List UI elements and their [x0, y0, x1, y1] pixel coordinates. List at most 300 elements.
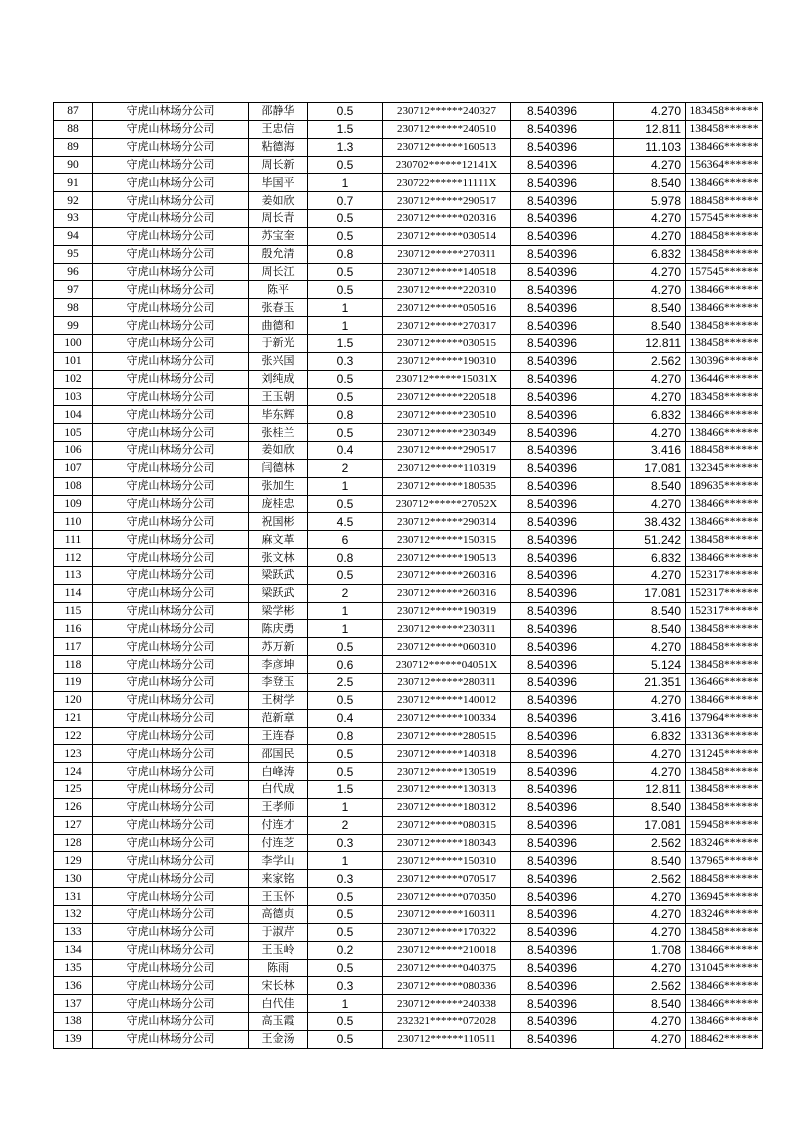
- table-row: [54, 299, 763, 317]
- id-number-cell: 230712******180535: [383, 477, 511, 495]
- area-value-cell: 0.5: [308, 905, 383, 923]
- unit-name-cell: 守虎山林场分公司: [93, 156, 249, 174]
- rate-value-cell: 8.540396: [511, 834, 614, 852]
- unit-name-cell: 守虎山林场分公司: [93, 870, 249, 888]
- unit-name-cell: 守虎山林场分公司: [93, 816, 249, 834]
- amount-value-cell: 6.832: [614, 406, 686, 424]
- unit-name-cell: 守虎山林场分公司: [93, 459, 249, 477]
- phone-number-cell: 138466******: [686, 495, 763, 513]
- rate-value-cell: 8.540396: [511, 691, 614, 709]
- phone-number-cell: 188458******: [686, 442, 763, 460]
- amount-value-cell: 2.562: [614, 977, 686, 995]
- person-name-cell: 李学山: [249, 852, 308, 870]
- row-number-cell: 87: [54, 103, 93, 121]
- row-number-cell: 96: [54, 263, 93, 281]
- table-row: [54, 531, 763, 549]
- rate-value-cell: 8.540396: [511, 156, 614, 174]
- amount-value-cell: 38.432: [614, 513, 686, 531]
- rate-value-cell: 8.540396: [511, 192, 614, 210]
- row-number-cell: 113: [54, 566, 93, 584]
- phone-number-cell: 189635******: [686, 477, 763, 495]
- id-number-cell: 230712******160311: [383, 905, 511, 923]
- person-name-cell: 曲德和: [249, 317, 308, 335]
- table-row: [54, 406, 763, 424]
- amount-value-cell: 3.416: [614, 442, 686, 460]
- id-number-cell: 230712******140518: [383, 263, 511, 281]
- table-row: [54, 138, 763, 156]
- table-row: [54, 245, 763, 263]
- area-value-cell: 0.5: [308, 691, 383, 709]
- rate-value-cell: 8.540396: [511, 941, 614, 959]
- unit-name-cell: 守虎山林场分公司: [93, 745, 249, 763]
- amount-value-cell: 12.811: [614, 120, 686, 138]
- phone-number-cell: 131245******: [686, 745, 763, 763]
- id-number-cell: 230712******290517: [383, 442, 511, 460]
- rate-value-cell: 8.540396: [511, 584, 614, 602]
- table-row: [54, 174, 763, 192]
- person-name-cell: 苏万新: [249, 638, 308, 656]
- row-number-cell: 131: [54, 888, 93, 906]
- amount-value-cell: 17.081: [614, 584, 686, 602]
- table-row: [54, 656, 763, 674]
- id-number-cell: 230712******110511: [383, 1030, 511, 1048]
- area-value-cell: 0.5: [308, 745, 383, 763]
- area-value-cell: 0.5: [308, 156, 383, 174]
- amount-value-cell: 11.103: [614, 138, 686, 156]
- phone-number-cell: 138466******: [686, 424, 763, 442]
- phone-number-cell: 138458******: [686, 763, 763, 781]
- amount-value-cell: 12.811: [614, 781, 686, 799]
- person-name-cell: 张桂兰: [249, 424, 308, 442]
- rate-value-cell: 8.540396: [511, 299, 614, 317]
- row-number-cell: 105: [54, 424, 93, 442]
- unit-name-cell: 守虎山林场分公司: [93, 424, 249, 442]
- person-name-cell: 范新章: [249, 709, 308, 727]
- table-row: [54, 727, 763, 745]
- area-value-cell: 1: [308, 852, 383, 870]
- table-row: [54, 477, 763, 495]
- amount-value-cell: 4.270: [614, 745, 686, 763]
- id-number-cell: 230712******070517: [383, 870, 511, 888]
- amount-value-cell: 4.270: [614, 1030, 686, 1048]
- rate-value-cell: 8.540396: [511, 174, 614, 192]
- amount-value-cell: 4.270: [614, 281, 686, 299]
- unit-name-cell: 守虎山林场分公司: [93, 263, 249, 281]
- phone-number-cell: 157545******: [686, 210, 763, 228]
- phone-number-cell: 138458******: [686, 317, 763, 335]
- person-name-cell: 王树学: [249, 691, 308, 709]
- amount-value-cell: 4.270: [614, 638, 686, 656]
- rate-value-cell: 8.540396: [511, 1030, 614, 1048]
- table-row: [54, 352, 763, 370]
- area-value-cell: 1: [308, 798, 383, 816]
- row-number-cell: 136: [54, 977, 93, 995]
- table-row: [54, 263, 763, 281]
- row-number-cell: 93: [54, 210, 93, 228]
- area-value-cell: 0.3: [308, 834, 383, 852]
- unit-name-cell: 守虎山林场分公司: [93, 977, 249, 995]
- amount-value-cell: 4.270: [614, 763, 686, 781]
- table-row: [54, 674, 763, 692]
- amount-value-cell: 4.270: [614, 923, 686, 941]
- id-number-cell: 230712******150310: [383, 852, 511, 870]
- person-name-cell: 来家铭: [249, 870, 308, 888]
- area-value-cell: 1.5: [308, 334, 383, 352]
- amount-value-cell: 51.242: [614, 531, 686, 549]
- table-row: [54, 442, 763, 460]
- table-row: [54, 870, 763, 888]
- id-number-cell: 230712******180312: [383, 798, 511, 816]
- row-number-cell: 89: [54, 138, 93, 156]
- table-row: [54, 584, 763, 602]
- rate-value-cell: 8.540396: [511, 370, 614, 388]
- area-value-cell: 0.5: [308, 763, 383, 781]
- id-number-cell: 230712******190319: [383, 602, 511, 620]
- id-number-cell: 230712******130519: [383, 763, 511, 781]
- unit-name-cell: 守虎山林场分公司: [93, 1013, 249, 1031]
- rate-value-cell: 8.540396: [511, 424, 614, 442]
- rate-value-cell: 8.540396: [511, 852, 614, 870]
- phone-number-cell: 136945******: [686, 888, 763, 906]
- table-row: [54, 959, 763, 977]
- rate-value-cell: 8.540396: [511, 674, 614, 692]
- row-number-cell: 137: [54, 995, 93, 1013]
- id-number-cell: 230712******140012: [383, 691, 511, 709]
- rate-value-cell: 8.540396: [511, 727, 614, 745]
- phone-number-cell: 138466******: [686, 977, 763, 995]
- amount-value-cell: 4.270: [614, 370, 686, 388]
- phone-number-cell: 138466******: [686, 299, 763, 317]
- person-name-cell: 张加生: [249, 477, 308, 495]
- id-number-cell: 230712******020316: [383, 210, 511, 228]
- rate-value-cell: 8.540396: [511, 905, 614, 923]
- id-number-cell: 230712******260316: [383, 566, 511, 584]
- amount-value-cell: 4.270: [614, 566, 686, 584]
- phone-number-cell: 138466******: [686, 1013, 763, 1031]
- person-name-cell: 张文林: [249, 549, 308, 567]
- unit-name-cell: 守虎山林场分公司: [93, 120, 249, 138]
- unit-name-cell: 守虎山林场分公司: [93, 959, 249, 977]
- phone-number-cell: 138458******: [686, 923, 763, 941]
- amount-value-cell: 6.832: [614, 727, 686, 745]
- area-value-cell: 0.5: [308, 210, 383, 228]
- id-number-cell: 230712******15031X: [383, 370, 511, 388]
- amount-value-cell: 4.270: [614, 1013, 686, 1031]
- amount-value-cell: 12.811: [614, 334, 686, 352]
- unit-name-cell: 守虎山林场分公司: [93, 1030, 249, 1048]
- amount-value-cell: 8.540: [614, 174, 686, 192]
- unit-name-cell: 守虎山林场分公司: [93, 477, 249, 495]
- person-name-cell: 张春玉: [249, 299, 308, 317]
- phone-number-cell: 138466******: [686, 995, 763, 1013]
- phone-number-cell: 138458******: [686, 531, 763, 549]
- row-number-cell: 101: [54, 352, 93, 370]
- person-name-cell: 李彦坤: [249, 656, 308, 674]
- unit-name-cell: 守虎山林场分公司: [93, 210, 249, 228]
- id-number-cell: 230712******27052X: [383, 495, 511, 513]
- person-name-cell: 王孝师: [249, 798, 308, 816]
- area-value-cell: 0.3: [308, 352, 383, 370]
- rate-value-cell: 8.540396: [511, 245, 614, 263]
- phone-number-cell: 183246******: [686, 834, 763, 852]
- person-name-cell: 高德贞: [249, 905, 308, 923]
- row-number-cell: 125: [54, 781, 93, 799]
- amount-value-cell: 2.562: [614, 870, 686, 888]
- area-value-cell: 1.3: [308, 138, 383, 156]
- unit-name-cell: 守虎山林场分公司: [93, 370, 249, 388]
- id-number-cell: 230712******060310: [383, 638, 511, 656]
- row-number-cell: 127: [54, 816, 93, 834]
- unit-name-cell: 守虎山林场分公司: [93, 905, 249, 923]
- rate-value-cell: 8.540396: [511, 888, 614, 906]
- phone-number-cell: 138458******: [686, 120, 763, 138]
- table-row: [54, 334, 763, 352]
- unit-name-cell: 守虎山林场分公司: [93, 388, 249, 406]
- phone-number-cell: 137964******: [686, 709, 763, 727]
- row-number-cell: 126: [54, 798, 93, 816]
- row-number-cell: 123: [54, 745, 93, 763]
- unit-name-cell: 守虎山林场分公司: [93, 638, 249, 656]
- row-number-cell: 114: [54, 584, 93, 602]
- id-number-cell: 230712******210018: [383, 941, 511, 959]
- area-value-cell: 0.5: [308, 1030, 383, 1048]
- unit-name-cell: 守虎山林场分公司: [93, 352, 249, 370]
- phone-number-cell: 138458******: [686, 781, 763, 799]
- phone-number-cell: 136446******: [686, 370, 763, 388]
- unit-name-cell: 守虎山林场分公司: [93, 727, 249, 745]
- area-value-cell: 0.5: [308, 103, 383, 121]
- rate-value-cell: 8.540396: [511, 798, 614, 816]
- person-name-cell: 姜如欣: [249, 442, 308, 460]
- phone-number-cell: 183458******: [686, 103, 763, 121]
- amount-value-cell: 17.081: [614, 816, 686, 834]
- area-value-cell: 0.8: [308, 549, 383, 567]
- id-number-cell: 230712******100334: [383, 709, 511, 727]
- area-value-cell: 0.4: [308, 442, 383, 460]
- id-number-cell: 230712******190513: [383, 549, 511, 567]
- phone-number-cell: 138466******: [686, 513, 763, 531]
- row-number-cell: 115: [54, 602, 93, 620]
- rate-value-cell: 8.540396: [511, 638, 614, 656]
- unit-name-cell: 守虎山林场分公司: [93, 781, 249, 799]
- row-number-cell: 99: [54, 317, 93, 335]
- rate-value-cell: 8.540396: [511, 334, 614, 352]
- amount-value-cell: 4.270: [614, 424, 686, 442]
- rate-value-cell: 8.540396: [511, 1013, 614, 1031]
- row-number-cell: 121: [54, 709, 93, 727]
- row-number-cell: 92: [54, 192, 93, 210]
- rate-value-cell: 8.540396: [511, 763, 614, 781]
- amount-value-cell: 4.270: [614, 691, 686, 709]
- phone-number-cell: 188458******: [686, 638, 763, 656]
- rate-value-cell: 8.540396: [511, 227, 614, 245]
- id-number-cell: 230722******11111X: [383, 174, 511, 192]
- subsidy-table: [53, 102, 763, 1049]
- phone-number-cell: 156364******: [686, 156, 763, 174]
- unit-name-cell: 守虎山林场分公司: [93, 584, 249, 602]
- table-row: [54, 103, 763, 121]
- table-row: [54, 370, 763, 388]
- table-row: [54, 459, 763, 477]
- rate-value-cell: 8.540396: [511, 281, 614, 299]
- unit-name-cell: 守虎山林场分公司: [93, 709, 249, 727]
- id-number-cell: 230712******220310: [383, 281, 511, 299]
- person-name-cell: 周长新: [249, 156, 308, 174]
- person-name-cell: 于新光: [249, 334, 308, 352]
- phone-number-cell: 188462******: [686, 1030, 763, 1048]
- table-row: [54, 923, 763, 941]
- area-value-cell: 0.7: [308, 192, 383, 210]
- unit-name-cell: 守虎山林场分公司: [93, 941, 249, 959]
- area-value-cell: 0.5: [308, 923, 383, 941]
- amount-value-cell: 8.540: [614, 602, 686, 620]
- area-value-cell: 1: [308, 299, 383, 317]
- unit-name-cell: 守虎山林场分公司: [93, 531, 249, 549]
- area-value-cell: 1: [308, 317, 383, 335]
- amount-value-cell: 8.540: [614, 852, 686, 870]
- rate-value-cell: 8.540396: [511, 923, 614, 941]
- table-row: [54, 995, 763, 1013]
- id-number-cell: 230712******290314: [383, 513, 511, 531]
- rate-value-cell: 8.540396: [511, 120, 614, 138]
- id-number-cell: 230712******230510: [383, 406, 511, 424]
- amount-value-cell: 4.270: [614, 210, 686, 228]
- phone-number-cell: 152317******: [686, 584, 763, 602]
- rate-value-cell: 8.540396: [511, 620, 614, 638]
- phone-number-cell: 138466******: [686, 691, 763, 709]
- unit-name-cell: 守虎山林场分公司: [93, 406, 249, 424]
- area-value-cell: 0.5: [308, 370, 383, 388]
- person-name-cell: 刘纯成: [249, 370, 308, 388]
- rate-value-cell: 8.540396: [511, 602, 614, 620]
- area-value-cell: 1: [308, 602, 383, 620]
- rate-value-cell: 8.540396: [511, 870, 614, 888]
- unit-name-cell: 守虎山林场分公司: [93, 834, 249, 852]
- area-value-cell: 0.6: [308, 656, 383, 674]
- person-name-cell: 王玉朝: [249, 388, 308, 406]
- table-row: [54, 709, 763, 727]
- row-number-cell: 130: [54, 870, 93, 888]
- unit-name-cell: 守虎山林场分公司: [93, 138, 249, 156]
- person-name-cell: 陈雨: [249, 959, 308, 977]
- unit-name-cell: 守虎山林场分公司: [93, 674, 249, 692]
- unit-name-cell: 守虎山林场分公司: [93, 495, 249, 513]
- id-number-cell: 230712******050516: [383, 299, 511, 317]
- area-value-cell: 0.8: [308, 727, 383, 745]
- area-value-cell: 0.3: [308, 870, 383, 888]
- phone-number-cell: 188458******: [686, 192, 763, 210]
- area-value-cell: 0.5: [308, 227, 383, 245]
- rate-value-cell: 8.540396: [511, 977, 614, 995]
- person-name-cell: 于淑芹: [249, 923, 308, 941]
- row-number-cell: 102: [54, 370, 93, 388]
- rate-value-cell: 8.540396: [511, 210, 614, 228]
- amount-value-cell: 6.832: [614, 549, 686, 567]
- person-name-cell: 梁跃武: [249, 566, 308, 584]
- row-number-cell: 117: [54, 638, 93, 656]
- person-name-cell: 白峰涛: [249, 763, 308, 781]
- row-number-cell: 129: [54, 852, 93, 870]
- id-number-cell: 230712******130313: [383, 781, 511, 799]
- phone-number-cell: 138458******: [686, 798, 763, 816]
- area-value-cell: 0.3: [308, 977, 383, 995]
- phone-number-cell: 138466******: [686, 406, 763, 424]
- rate-value-cell: 8.540396: [511, 477, 614, 495]
- id-number-cell: 230712******030515: [383, 334, 511, 352]
- rate-value-cell: 8.540396: [511, 531, 614, 549]
- table-row: [54, 798, 763, 816]
- rate-value-cell: 8.540396: [511, 513, 614, 531]
- amount-value-cell: 8.540: [614, 317, 686, 335]
- table-row: [54, 691, 763, 709]
- area-value-cell: 2: [308, 459, 383, 477]
- person-name-cell: 陈平: [249, 281, 308, 299]
- row-number-cell: 122: [54, 727, 93, 745]
- area-value-cell: 0.2: [308, 941, 383, 959]
- amount-value-cell: 2.562: [614, 352, 686, 370]
- table-row: [54, 763, 763, 781]
- unit-name-cell: 守虎山林场分公司: [93, 549, 249, 567]
- area-value-cell: 1.5: [308, 781, 383, 799]
- id-number-cell: 230712******180343: [383, 834, 511, 852]
- phone-number-cell: 138466******: [686, 138, 763, 156]
- rate-value-cell: 8.540396: [511, 388, 614, 406]
- id-number-cell: 230712******240338: [383, 995, 511, 1013]
- phone-number-cell: 137965******: [686, 852, 763, 870]
- person-name-cell: 陈庆勇: [249, 620, 308, 638]
- person-name-cell: 王连春: [249, 727, 308, 745]
- rate-value-cell: 8.540396: [511, 317, 614, 335]
- id-number-cell: 230712******110319: [383, 459, 511, 477]
- phone-number-cell: 183246******: [686, 905, 763, 923]
- area-value-cell: 0.5: [308, 1013, 383, 1031]
- phone-number-cell: 136466******: [686, 674, 763, 692]
- person-name-cell: 麻文革: [249, 531, 308, 549]
- row-number-cell: 118: [54, 656, 93, 674]
- row-number-cell: 120: [54, 691, 93, 709]
- amount-value-cell: 8.540: [614, 798, 686, 816]
- phone-number-cell: 130396******: [686, 352, 763, 370]
- rate-value-cell: 8.540396: [511, 495, 614, 513]
- row-number-cell: 132: [54, 905, 93, 923]
- table-row: [54, 602, 763, 620]
- row-number-cell: 110: [54, 513, 93, 531]
- table-row: [54, 210, 763, 228]
- area-value-cell: 0.5: [308, 638, 383, 656]
- area-value-cell: 0.5: [308, 281, 383, 299]
- rate-value-cell: 8.540396: [511, 959, 614, 977]
- table-row: [54, 120, 763, 138]
- rate-value-cell: 8.540396: [511, 995, 614, 1013]
- table-row: [54, 905, 763, 923]
- row-number-cell: 88: [54, 120, 93, 138]
- unit-name-cell: 守虎山林场分公司: [93, 888, 249, 906]
- unit-name-cell: 守虎山林场分公司: [93, 620, 249, 638]
- id-number-cell: 230712******160513: [383, 138, 511, 156]
- table-row: [54, 941, 763, 959]
- id-number-cell: 230712******030514: [383, 227, 511, 245]
- row-number-cell: 109: [54, 495, 93, 513]
- row-number-cell: 138: [54, 1013, 93, 1031]
- phone-number-cell: 183458******: [686, 388, 763, 406]
- phone-number-cell: 138458******: [686, 656, 763, 674]
- table-row: [54, 888, 763, 906]
- unit-name-cell: 守虎山林场分公司: [93, 299, 249, 317]
- phone-number-cell: 138466******: [686, 281, 763, 299]
- phone-number-cell: 152317******: [686, 602, 763, 620]
- table-row: [54, 549, 763, 567]
- person-name-cell: 白代佳: [249, 995, 308, 1013]
